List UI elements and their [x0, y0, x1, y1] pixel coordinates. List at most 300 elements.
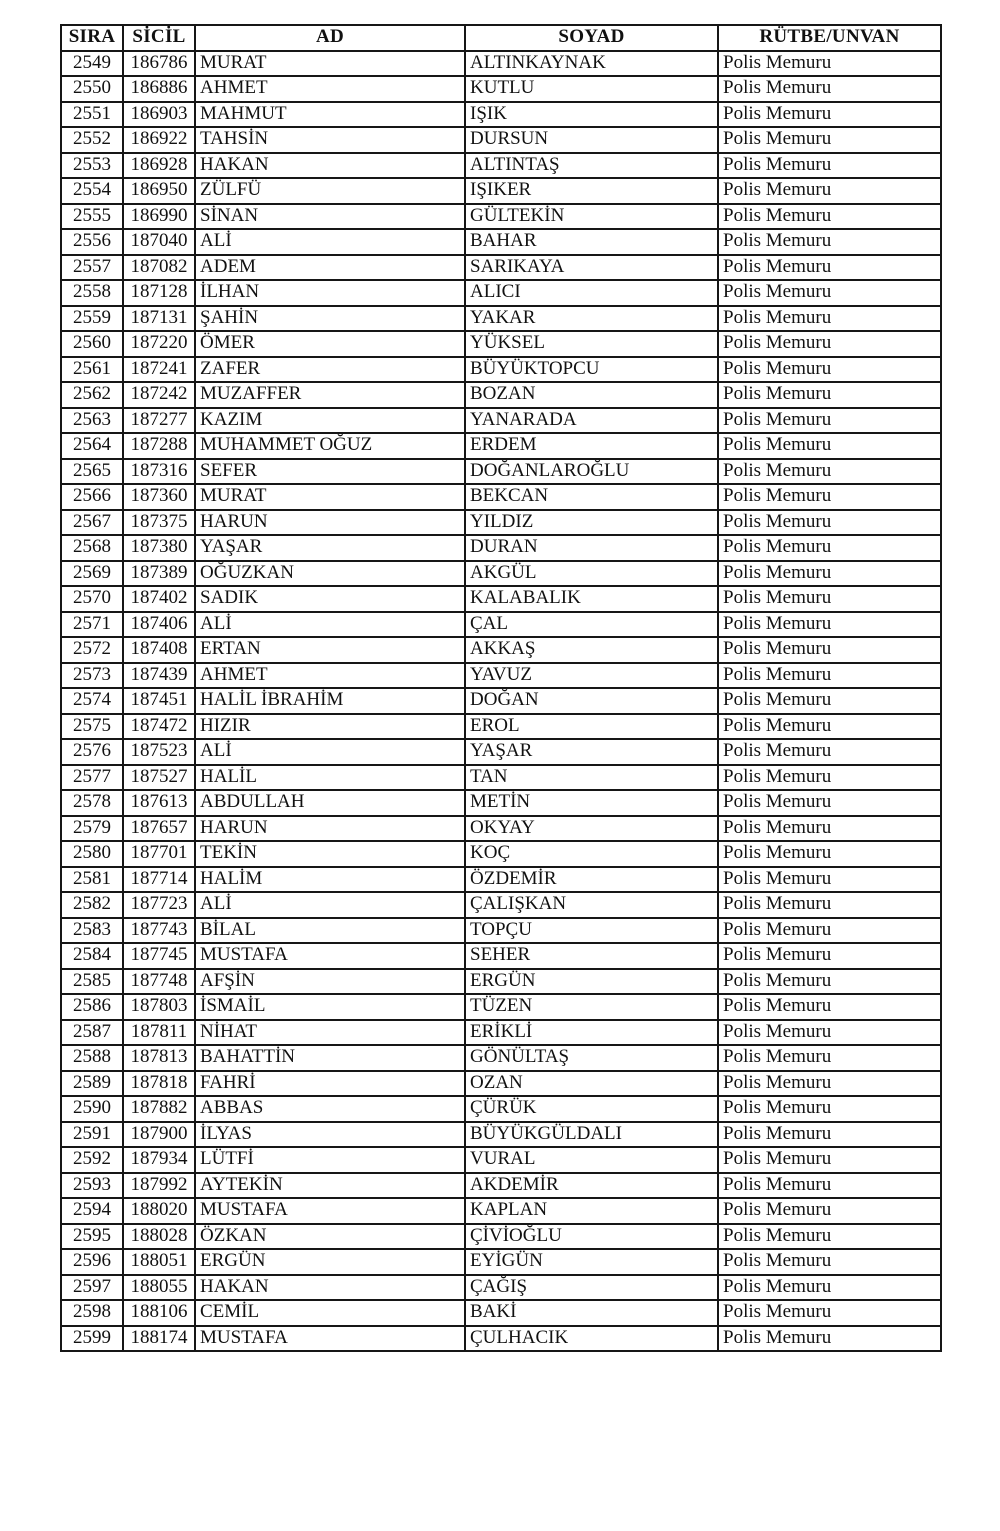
table-cell-rutbe-unvan: Polis Memuru — [718, 510, 941, 536]
table-cell-ad: ALİ — [195, 229, 465, 255]
table-cell-sira: 2588 — [61, 1045, 123, 1071]
table-cell-sicil: 186786 — [123, 51, 195, 77]
table-row — [61, 382, 941, 408]
table-cell-soyad: ÇALIŞKAN — [465, 892, 718, 918]
table-cell-ad: ÖMER — [195, 331, 465, 357]
table-cell-soyad: OKYAY — [465, 816, 718, 842]
table-cell-sira: 2586 — [61, 994, 123, 1020]
table-cell-ad: MUSTAFA — [195, 1326, 465, 1352]
table-cell-sicil: 187818 — [123, 1071, 195, 1097]
table-row — [61, 943, 941, 969]
table-cell-sira: 2570 — [61, 586, 123, 612]
table-row — [61, 586, 941, 612]
table-cell-ad: ZAFER — [195, 357, 465, 383]
table-cell-rutbe-unvan: Polis Memuru — [718, 255, 941, 281]
table-cell-sicil: 187934 — [123, 1147, 195, 1173]
table-cell-sira: 2556 — [61, 229, 123, 255]
table-row — [61, 1224, 941, 1250]
table-row — [61, 790, 941, 816]
table-cell-sicil: 187701 — [123, 841, 195, 867]
table-cell-sicil: 188028 — [123, 1224, 195, 1250]
table-cell-sira: 2582 — [61, 892, 123, 918]
table-cell-rutbe-unvan: Polis Memuru — [718, 178, 941, 204]
table-cell-sira: 2562 — [61, 382, 123, 408]
table-cell-soyad: YAŞAR — [465, 739, 718, 765]
table-cell-rutbe-unvan: Polis Memuru — [718, 1045, 941, 1071]
table-cell-ad: HARUN — [195, 510, 465, 536]
table-cell-sira: 2593 — [61, 1173, 123, 1199]
table-cell-sicil: 187439 — [123, 663, 195, 689]
table-cell-rutbe-unvan: Polis Memuru — [718, 688, 941, 714]
table-row — [61, 765, 941, 791]
table-cell-rutbe-unvan: Polis Memuru — [718, 1326, 941, 1352]
table-cell-sira: 2554 — [61, 178, 123, 204]
table-cell-soyad: DURAN — [465, 535, 718, 561]
table-cell-rutbe-unvan: Polis Memuru — [718, 841, 941, 867]
table-cell-soyad: ÇAL — [465, 612, 718, 638]
table-cell-rutbe-unvan: Polis Memuru — [718, 943, 941, 969]
table-cell-sicil: 187472 — [123, 714, 195, 740]
table-row — [61, 892, 941, 918]
table-cell-rutbe-unvan: Polis Memuru — [718, 76, 941, 102]
table-cell-sicil: 186903 — [123, 102, 195, 128]
table-cell-rutbe-unvan: Polis Memuru — [718, 994, 941, 1020]
table-cell-sicil: 187527 — [123, 765, 195, 791]
table-cell-rutbe-unvan: Polis Memuru — [718, 153, 941, 179]
table-cell-sicil: 187402 — [123, 586, 195, 612]
table-cell-rutbe-unvan: Polis Memuru — [718, 892, 941, 918]
table-cell-soyad: GÖNÜLTAŞ — [465, 1045, 718, 1071]
table-row — [61, 969, 941, 995]
table-cell-rutbe-unvan: Polis Memuru — [718, 459, 941, 485]
header-cell-sira: SIRA — [61, 25, 123, 51]
table-cell-sira: 2564 — [61, 433, 123, 459]
table-row — [61, 561, 941, 587]
table-row — [61, 1020, 941, 1046]
table-cell-sicil: 187743 — [123, 918, 195, 944]
table-cell-sira: 2576 — [61, 739, 123, 765]
table-cell-ad: HARUN — [195, 816, 465, 842]
table-cell-sira: 2595 — [61, 1224, 123, 1250]
table-cell-rutbe-unvan: Polis Memuru — [718, 586, 941, 612]
table-cell-ad: FAHRİ — [195, 1071, 465, 1097]
table-cell-rutbe-unvan: Polis Memuru — [718, 1147, 941, 1173]
table-cell-sira: 2558 — [61, 280, 123, 306]
table-cell-sicil: 187241 — [123, 357, 195, 383]
table-cell-soyad: IŞIKER — [465, 178, 718, 204]
table-cell-sicil: 186990 — [123, 204, 195, 230]
table-cell-ad: MUHAMMET OĞUZ — [195, 433, 465, 459]
table-cell-sira: 2571 — [61, 612, 123, 638]
table-row — [61, 255, 941, 281]
table-cell-soyad: BOZAN — [465, 382, 718, 408]
table-cell-soyad: OZAN — [465, 1071, 718, 1097]
table-cell-rutbe-unvan: Polis Memuru — [718, 484, 941, 510]
table-row — [61, 102, 941, 128]
table-row — [61, 1173, 941, 1199]
table-cell-ad: ALİ — [195, 892, 465, 918]
table-cell-sira: 2565 — [61, 459, 123, 485]
table-cell-sira: 2566 — [61, 484, 123, 510]
table-cell-sira: 2578 — [61, 790, 123, 816]
table-cell-sicil: 187277 — [123, 408, 195, 434]
table-cell-soyad: ÇÜRÜK — [465, 1096, 718, 1122]
table-cell-ad: İSMAİL — [195, 994, 465, 1020]
table-cell-soyad: BAKİ — [465, 1300, 718, 1326]
table-cell-soyad: AKGÜL — [465, 561, 718, 587]
table-row — [61, 535, 941, 561]
table-cell-soyad: KOÇ — [465, 841, 718, 867]
table-cell-sira: 2563 — [61, 408, 123, 434]
table-cell-rutbe-unvan: Polis Memuru — [718, 102, 941, 128]
table-cell-ad: SEFER — [195, 459, 465, 485]
table-cell-sicil: 187220 — [123, 331, 195, 357]
table-cell-soyad: GÜLTEKİN — [465, 204, 718, 230]
table-cell-rutbe-unvan: Polis Memuru — [718, 918, 941, 944]
table-cell-soyad: IŞIK — [465, 102, 718, 128]
table-cell-sira: 2567 — [61, 510, 123, 536]
table-row — [61, 51, 941, 77]
table-cell-rutbe-unvan: Polis Memuru — [718, 1198, 941, 1224]
table-cell-rutbe-unvan: Polis Memuru — [718, 331, 941, 357]
table-cell-sira: 2577 — [61, 765, 123, 791]
table-cell-sicil: 187992 — [123, 1173, 195, 1199]
table-cell-sira: 2555 — [61, 204, 123, 230]
table-cell-sira: 2590 — [61, 1096, 123, 1122]
table-cell-soyad: SARIKAYA — [465, 255, 718, 281]
table-cell-soyad: DOĞANLAROĞLU — [465, 459, 718, 485]
table-cell-ad: SADIK — [195, 586, 465, 612]
table-row — [61, 1249, 941, 1275]
table-row — [61, 280, 941, 306]
table-cell-ad: BİLAL — [195, 918, 465, 944]
table-cell-ad: MUSTAFA — [195, 943, 465, 969]
table-cell-sira: 2583 — [61, 918, 123, 944]
table-cell-sira: 2552 — [61, 127, 123, 153]
table-row — [61, 153, 941, 179]
table-cell-ad: ADEM — [195, 255, 465, 281]
table-cell-sira: 2549 — [61, 51, 123, 77]
table-cell-ad: MUZAFFER — [195, 382, 465, 408]
table-cell-rutbe-unvan: Polis Memuru — [718, 357, 941, 383]
table-cell-rutbe-unvan: Polis Memuru — [718, 1300, 941, 1326]
table-cell-sira: 2599 — [61, 1326, 123, 1352]
table-cell-sicil: 187451 — [123, 688, 195, 714]
table-cell-ad: AYTEKİN — [195, 1173, 465, 1199]
table-row — [61, 510, 941, 536]
table-cell-soyad: BÜYÜKTOPCU — [465, 357, 718, 383]
table-row — [61, 739, 941, 765]
table-cell-rutbe-unvan: Polis Memuru — [718, 739, 941, 765]
table-cell-ad: SİNAN — [195, 204, 465, 230]
table-cell-ad: TAHSİN — [195, 127, 465, 153]
table-row — [61, 1071, 941, 1097]
table-cell-ad: YAŞAR — [195, 535, 465, 561]
table-cell-sicil: 187657 — [123, 816, 195, 842]
table-cell-rutbe-unvan: Polis Memuru — [718, 51, 941, 77]
table-cell-soyad: SEHER — [465, 943, 718, 969]
table-cell-soyad: ÇİVİOĞLU — [465, 1224, 718, 1250]
table-cell-sira: 2589 — [61, 1071, 123, 1097]
table-row — [61, 76, 941, 102]
table-cell-sicil: 186928 — [123, 153, 195, 179]
header-cell-rutbe-unvan: RÜTBE/UNVAN — [718, 25, 941, 51]
table-cell-ad: HAKAN — [195, 153, 465, 179]
table-row — [61, 867, 941, 893]
table-cell-sira: 2575 — [61, 714, 123, 740]
table-cell-sicil: 187128 — [123, 280, 195, 306]
table-cell-rutbe-unvan: Polis Memuru — [718, 1071, 941, 1097]
table-cell-sicil: 187811 — [123, 1020, 195, 1046]
table-cell-rutbe-unvan: Polis Memuru — [718, 714, 941, 740]
table-cell-ad: ŞAHİN — [195, 306, 465, 332]
table-cell-rutbe-unvan: Polis Memuru — [718, 663, 941, 689]
table-cell-soyad: KUTLU — [465, 76, 718, 102]
table-cell-soyad: ÖZDEMİR — [465, 867, 718, 893]
table-cell-ad: HALİM — [195, 867, 465, 893]
table-cell-rutbe-unvan: Polis Memuru — [718, 204, 941, 230]
table-row — [61, 1045, 941, 1071]
table-cell-soyad: TOPÇU — [465, 918, 718, 944]
table-cell-rutbe-unvan: Polis Memuru — [718, 1020, 941, 1046]
table-cell-sicil: 187882 — [123, 1096, 195, 1122]
table-cell-sicil: 187745 — [123, 943, 195, 969]
table-cell-soyad: EROL — [465, 714, 718, 740]
table-cell-soyad: BÜYÜKGÜLDALI — [465, 1122, 718, 1148]
table-cell-ad: ÖZKAN — [195, 1224, 465, 1250]
table-cell-ad: CEMİL — [195, 1300, 465, 1326]
table-row — [61, 637, 941, 663]
table-cell-rutbe-unvan: Polis Memuru — [718, 969, 941, 995]
table-cell-sira: 2557 — [61, 255, 123, 281]
table-cell-sira: 2559 — [61, 306, 123, 332]
table-cell-sira: 2569 — [61, 561, 123, 587]
table-cell-soyad: AKKAŞ — [465, 637, 718, 663]
table-cell-rutbe-unvan: Polis Memuru — [718, 1275, 941, 1301]
table-cell-ad: AFŞİN — [195, 969, 465, 995]
table-cell-sicil: 186922 — [123, 127, 195, 153]
table-cell-sira: 2572 — [61, 637, 123, 663]
table-cell-ad: ABBAS — [195, 1096, 465, 1122]
table-cell-ad: MURAT — [195, 484, 465, 510]
table-cell-ad: LÜTFİ — [195, 1147, 465, 1173]
table-cell-sicil: 187082 — [123, 255, 195, 281]
table-cell-rutbe-unvan: Polis Memuru — [718, 1224, 941, 1250]
table-cell-sira: 2594 — [61, 1198, 123, 1224]
table-cell-sira: 2551 — [61, 102, 123, 128]
table-cell-rutbe-unvan: Polis Memuru — [718, 612, 941, 638]
table-row — [61, 178, 941, 204]
table-cell-sicil: 187360 — [123, 484, 195, 510]
table-cell-sicil: 188106 — [123, 1300, 195, 1326]
table-cell-ad: ALİ — [195, 612, 465, 638]
table-row — [61, 433, 941, 459]
table-cell-rutbe-unvan: Polis Memuru — [718, 127, 941, 153]
table-cell-soyad: KALABALIK — [465, 586, 718, 612]
table-cell-ad: ERTAN — [195, 637, 465, 663]
table-cell-ad: HIZIR — [195, 714, 465, 740]
table-cell-ad: OĞUZKAN — [195, 561, 465, 587]
table-cell-sira: 2587 — [61, 1020, 123, 1046]
table-cell-rutbe-unvan: Polis Memuru — [718, 816, 941, 842]
table-row — [61, 484, 941, 510]
table-cell-rutbe-unvan: Polis Memuru — [718, 765, 941, 791]
table-cell-soyad: DURSUN — [465, 127, 718, 153]
table-row — [61, 1300, 941, 1326]
table-cell-soyad: YAVUZ — [465, 663, 718, 689]
table-cell-soyad: ERDEM — [465, 433, 718, 459]
table-row — [61, 918, 941, 944]
table-cell-sicil: 187389 — [123, 561, 195, 587]
table-cell-rutbe-unvan: Polis Memuru — [718, 1249, 941, 1275]
table-cell-soyad: EYİGÜN — [465, 1249, 718, 1275]
table-cell-sicil: 188051 — [123, 1249, 195, 1275]
table-cell-rutbe-unvan: Polis Memuru — [718, 790, 941, 816]
table-row — [61, 306, 941, 332]
table-cell-ad: MURAT — [195, 51, 465, 77]
table-cell-ad: KAZIM — [195, 408, 465, 434]
table-cell-rutbe-unvan: Polis Memuru — [718, 280, 941, 306]
table-cell-sicil: 187803 — [123, 994, 195, 1020]
table-cell-sicil: 187288 — [123, 433, 195, 459]
table-cell-sicil: 187406 — [123, 612, 195, 638]
table-cell-soyad: YANARADA — [465, 408, 718, 434]
table-cell-soyad: ALICI — [465, 280, 718, 306]
table-row — [61, 1198, 941, 1224]
table-cell-rutbe-unvan: Polis Memuru — [718, 1096, 941, 1122]
table-cell-sira: 2581 — [61, 867, 123, 893]
table-cell-sicil: 187723 — [123, 892, 195, 918]
table-cell-soyad: KAPLAN — [465, 1198, 718, 1224]
header-cell-soyad: SOYAD — [465, 25, 718, 51]
table-row — [61, 816, 941, 842]
table-cell-soyad: ALTINKAYNAK — [465, 51, 718, 77]
table-cell-soyad: METİN — [465, 790, 718, 816]
table-row — [61, 688, 941, 714]
table-cell-sicil: 187131 — [123, 306, 195, 332]
table-header-row — [61, 25, 941, 51]
table-cell-soyad: BAHAR — [465, 229, 718, 255]
table-cell-sicil: 188055 — [123, 1275, 195, 1301]
table-cell-rutbe-unvan: Polis Memuru — [718, 1122, 941, 1148]
table-cell-sira: 2579 — [61, 816, 123, 842]
table-cell-sira: 2585 — [61, 969, 123, 995]
table-cell-soyad: TÜZEN — [465, 994, 718, 1020]
table-cell-sicil: 187408 — [123, 637, 195, 663]
table-cell-ad: NİHAT — [195, 1020, 465, 1046]
table-cell-sira: 2561 — [61, 357, 123, 383]
table-row — [61, 1147, 941, 1173]
table-cell-sicil: 187316 — [123, 459, 195, 485]
table-row — [61, 229, 941, 255]
table-cell-soyad: DOĞAN — [465, 688, 718, 714]
table-cell-sira: 2596 — [61, 1249, 123, 1275]
table-cell-sira: 2591 — [61, 1122, 123, 1148]
table-cell-soyad: AKDEMİR — [465, 1173, 718, 1199]
table-cell-soyad: ERİKLİ — [465, 1020, 718, 1046]
table-cell-sicil: 186950 — [123, 178, 195, 204]
table-cell-sira: 2573 — [61, 663, 123, 689]
table-cell-rutbe-unvan: Polis Memuru — [718, 637, 941, 663]
table-row — [61, 663, 941, 689]
table-cell-ad: TEKİN — [195, 841, 465, 867]
table-cell-sicil: 187040 — [123, 229, 195, 255]
table-cell-soyad: YÜKSEL — [465, 331, 718, 357]
table-cell-sicil: 187242 — [123, 382, 195, 408]
table-cell-sicil: 187714 — [123, 867, 195, 893]
table-cell-rutbe-unvan: Polis Memuru — [718, 382, 941, 408]
table-cell-ad: ALİ — [195, 739, 465, 765]
table-cell-soyad: ERGÜN — [465, 969, 718, 995]
table-row — [61, 331, 941, 357]
table-cell-sicil: 187900 — [123, 1122, 195, 1148]
table-cell-rutbe-unvan: Polis Memuru — [718, 535, 941, 561]
table-cell-sira: 2584 — [61, 943, 123, 969]
table-cell-soyad: YILDIZ — [465, 510, 718, 536]
table-cell-sicil: 188174 — [123, 1326, 195, 1352]
table-cell-ad: İLHAN — [195, 280, 465, 306]
personnel-table — [60, 24, 942, 1352]
table-cell-sicil: 187380 — [123, 535, 195, 561]
table-cell-sicil: 187613 — [123, 790, 195, 816]
table-row — [61, 127, 941, 153]
table-cell-ad: İLYAS — [195, 1122, 465, 1148]
table-cell-sicil: 187375 — [123, 510, 195, 536]
table-cell-sira: 2580 — [61, 841, 123, 867]
header-cell-ad: AD — [195, 25, 465, 51]
table-row — [61, 204, 941, 230]
table-row — [61, 1326, 941, 1352]
table-cell-sicil: 188020 — [123, 1198, 195, 1224]
table-cell-sira: 2568 — [61, 535, 123, 561]
table-cell-rutbe-unvan: Polis Memuru — [718, 229, 941, 255]
table-cell-sira: 2598 — [61, 1300, 123, 1326]
table-cell-sira: 2574 — [61, 688, 123, 714]
table-row — [61, 714, 941, 740]
table-cell-ad: AHMET — [195, 76, 465, 102]
table-row — [61, 408, 941, 434]
table-row — [61, 841, 941, 867]
table-cell-ad: BAHATTİN — [195, 1045, 465, 1071]
table-cell-rutbe-unvan: Polis Memuru — [718, 433, 941, 459]
table-cell-rutbe-unvan: Polis Memuru — [718, 867, 941, 893]
table-cell-ad: MAHMUT — [195, 102, 465, 128]
table-row — [61, 612, 941, 638]
table-row — [61, 1122, 941, 1148]
table-cell-soyad: BEKCAN — [465, 484, 718, 510]
table-cell-sicil: 187813 — [123, 1045, 195, 1071]
table-cell-rutbe-unvan: Polis Memuru — [718, 561, 941, 587]
table-cell-soyad: ÇAĞIŞ — [465, 1275, 718, 1301]
table-row — [61, 1096, 941, 1122]
table-cell-ad: HALİL — [195, 765, 465, 791]
table-cell-sira: 2597 — [61, 1275, 123, 1301]
table-cell-sira: 2550 — [61, 76, 123, 102]
table-cell-soyad: YAKAR — [465, 306, 718, 332]
table-cell-rutbe-unvan: Polis Memuru — [718, 1173, 941, 1199]
table-cell-ad: ERGÜN — [195, 1249, 465, 1275]
table-row — [61, 994, 941, 1020]
table-cell-ad: ABDULLAH — [195, 790, 465, 816]
table-cell-ad: MUSTAFA — [195, 1198, 465, 1224]
header-cell-sicil: SİCİL — [123, 25, 195, 51]
table-cell-soyad: VURAL — [465, 1147, 718, 1173]
table-cell-soyad: ALTINTAŞ — [465, 153, 718, 179]
table-cell-sira: 2560 — [61, 331, 123, 357]
table-row — [61, 357, 941, 383]
table-cell-ad: HALİL İBRAHİM — [195, 688, 465, 714]
table-cell-soyad: ÇULHACIK — [465, 1326, 718, 1352]
